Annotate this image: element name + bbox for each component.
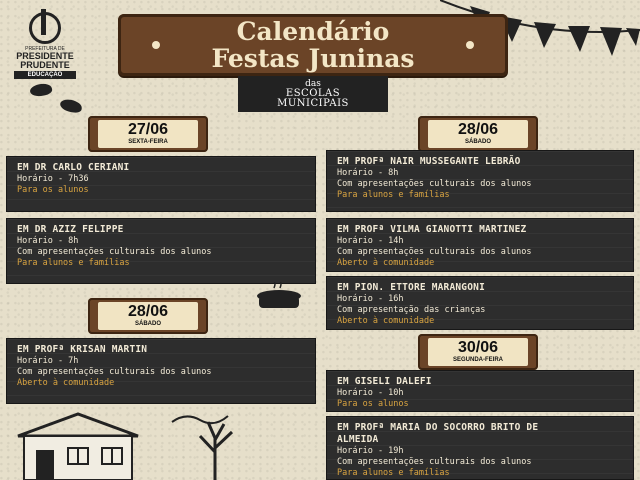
flag — [568, 26, 590, 52]
moon-icon — [280, 412, 314, 452]
subtitle-small: das — [305, 79, 321, 89]
bird-icon — [59, 98, 83, 114]
event-board — [326, 150, 634, 212]
weekday-label: SÁBADO — [134, 321, 161, 327]
subtitle-line1: ESCOLAS — [285, 88, 341, 99]
event-time: Horário - 7h — [17, 356, 79, 366]
pot-icon — [254, 282, 304, 316]
event-time: Horário - 10h — [337, 388, 404, 398]
date-label: 27/06 — [127, 121, 169, 138]
event-time: Horário - 8h — [17, 236, 79, 246]
event-audience: Aberto à comunidade — [17, 378, 115, 388]
page-title-line1: Calendário — [236, 17, 390, 46]
event-board — [6, 218, 316, 284]
swirl-icon — [170, 410, 230, 426]
school-name: EM PROFª NAIR MUSSEGANTE LEBRÃO — [337, 156, 521, 167]
event-board — [326, 276, 634, 330]
event-audience: Para alunos e famílias — [17, 258, 130, 268]
event-audience: Para os alunos — [337, 399, 409, 409]
subtitle-line2: MUNICIPAIS — [277, 98, 349, 109]
event-info: Com apresentações culturais dos alunos — [337, 457, 532, 467]
date-plate — [418, 116, 538, 152]
logo-icon — [29, 12, 61, 44]
event-time: Horário - 14h — [337, 236, 404, 246]
school-name: EM GISELI DALEFI — [337, 376, 432, 387]
event-time: Horário - 16h — [337, 294, 404, 304]
title-sign — [118, 14, 508, 76]
logo-line3: PRUDENTE — [20, 60, 70, 70]
event-board — [326, 218, 634, 272]
event-board — [326, 370, 634, 412]
flag — [534, 22, 556, 48]
logo-line1: PREFEITURA DE — [25, 46, 65, 52]
page-title-line2: Festas Juninas — [211, 44, 415, 73]
event-info: Com apresentações culturais dos alunos — [17, 247, 212, 257]
school-name: EM PROFª VILMA GIANOTTI MARTINEZ — [337, 224, 527, 235]
flag — [600, 27, 622, 56]
event-audience: Aberto à comunidade — [337, 258, 435, 268]
school-name-cont: ALMEIDA — [337, 434, 379, 445]
date-plate — [88, 298, 208, 334]
date-plate — [88, 116, 208, 152]
event-info: Com apresentação das crianças — [337, 305, 486, 315]
event-board — [6, 338, 316, 404]
bird-icon — [29, 82, 53, 98]
weekday-label: SEGUNDA-FEIRA — [452, 357, 503, 363]
school-name: EM PROFª MARIA DO SOCORRO BRITO DE — [337, 422, 539, 433]
logo-line2: PRESIDENTE — [16, 51, 74, 61]
date-plate — [418, 334, 538, 370]
logo-line4: EDUCAÇÃO — [14, 71, 76, 79]
event-info: Com apresentações culturais dos alunos — [337, 179, 532, 189]
school-name: EM DR AZIZ FELIPPE — [17, 224, 124, 235]
tree-icon — [190, 418, 240, 480]
house-illustration — [8, 406, 148, 480]
date-label: 28/06 — [457, 121, 499, 138]
event-time: Horário - 7h36 — [17, 174, 89, 184]
date-label: 30/06 — [457, 339, 499, 356]
event-time: Horário - 19h — [337, 446, 404, 456]
event-audience: Para alunos e famílias — [337, 190, 450, 200]
weekday-label: SEXTA-FEIRA — [128, 139, 168, 145]
event-audience: Aberto à comunidade — [337, 316, 435, 326]
subtitle-banner — [238, 76, 388, 112]
date-label: 28/06 — [127, 303, 169, 320]
event-audience: Para os alunos — [17, 185, 89, 195]
school-name: EM PROFª KRISAN MARTIN — [17, 344, 148, 355]
school-name: EM DR CARLO CERIANI — [17, 162, 130, 173]
event-info: Com apresentações culturais dos alunos — [337, 247, 532, 257]
prefeitura-logo — [14, 12, 76, 79]
event-board — [326, 416, 634, 480]
flag — [626, 28, 640, 46]
event-time: Horário - 8h — [337, 168, 399, 178]
school-name: EM PION. ETTORE MARANGONI — [337, 282, 485, 293]
weekday-label: SÁBADO — [464, 139, 491, 145]
event-board — [6, 156, 316, 212]
event-info: Com apresentações culturais dos alunos — [17, 367, 212, 377]
event-audience: Para alunos e famílias — [337, 468, 450, 478]
